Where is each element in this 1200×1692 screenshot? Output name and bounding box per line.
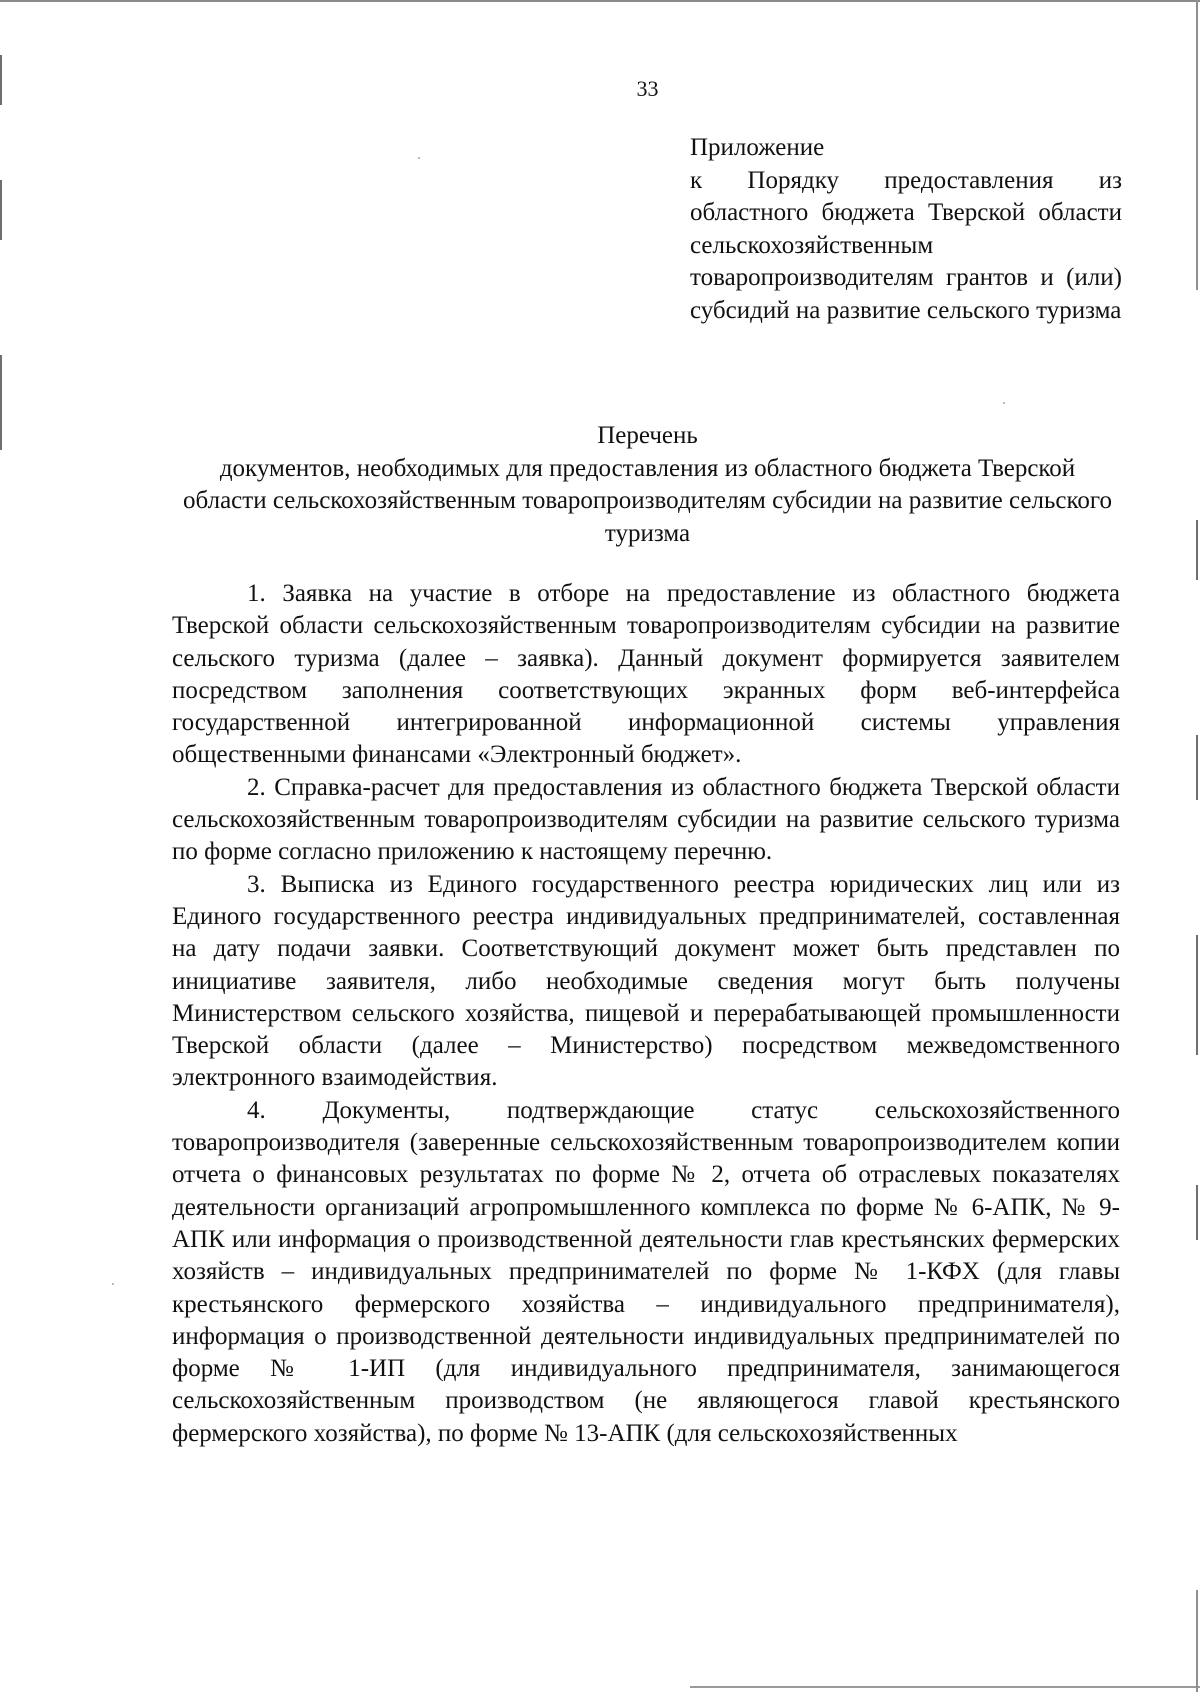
scan-edge-mark [1196, 520, 1198, 580]
title-subtitle: документов, необходимых для предоставления из областного бюджета Тверской области сельскохозяйственным товаропроизводителям субсидии на развитие сельского туризма [183, 454, 1112, 547]
appendix-reference: к Порядку предоставления из областного бюджета Тверской области сельскохозяйственным товаропроизводителям грантов и (или) субсидий на развитие сельского туризма [690, 166, 1122, 324]
appendix-block [690, 132, 1122, 327]
document-body [172, 578, 1120, 1450]
title-main: Перечень [597, 422, 698, 449]
appendix-title: Приложение [690, 134, 825, 161]
document-title [170, 420, 1125, 550]
scan-edge-mark [1196, 935, 1198, 1055]
scan-edge-mark [1196, 1185, 1198, 1240]
scan-edge-mark [1196, 735, 1198, 800]
page-number: 33 [636, 76, 659, 101]
scan-edge-mark [1196, 1590, 1198, 1692]
scan-bottom-border [690, 1686, 1200, 1688]
paragraph-4: 4. Документы, подтверждающие статус сельскохозяйственного товаропроизводителя (заверенные сельскохозяйственным товаропроизводителем копии отчета о финансовых результатах по форме № 2, отчета об отраслевых показателях деятельности организаций агропромышленного комплекса по форме № 6-АПК, № 9-АПК или информация о производственной деятельности глав крестьянских фермерских хозяйств – индивидуальных предпринимателей по форме № 1-КФХ (для главы крестьянского фермерского хозяйства – индивидуального предпринимателя), информация о производственной деятельности индивидуальных предпринимателей по форме № 1-ИП (для индивидуального предпринимателя, занимающегося сельскохозяйственным производством (не являющегося главой крестьянского фермерского хозяйства), по форме № 13-АПК (для сельскохозяйственных [172, 1096, 1120, 1447]
scan-speck [418, 157, 420, 159]
paragraph-3: 3. Выписка из Единого государственного реестра юридических лиц или из Единого государственного реестра индивидуальных предпринимателей, составленная на дату подачи заявки. Соответствующий документ может быть представлен по инициативе заявителя, либо необходимые сведения могут быть получены Министерством сельского хозяйства, пищевой и перерабатывающей промышленности Тверской области (далее – Министерство) посредством межведомственного электронного взаимодействия. [172, 870, 1120, 1092]
paragraph-1: 1. Заявка на участие в отборе на предоставление из областного бюджета Тверской области сельскохозяйственным товаропроизводителям субсидии на развитие сельского туризма (далее – заявка). Данный документ формируется заявителем посредством заполнения соответствующих экранных форм веб-интерфейса государственной интегрированной информационной системы управления общественными финансами «Электронный бюджет». [172, 580, 1120, 769]
scan-edge-mark [0, 180, 2, 240]
scan-edge-mark [0, 355, 2, 450]
scan-speck [1003, 402, 1005, 404]
scan-speck [112, 1283, 114, 1285]
scan-edge-mark [1196, 0, 1198, 290]
paragraph-2: 2. Справка-расчет для предоставления из областного бюджета Тверской области сельскохозяйственным товаропроизводителям субсидии на развитие сельского туризма по форме согласно приложению к настоящему перечню. [172, 773, 1120, 866]
scan-top-border [0, 0, 1200, 2]
